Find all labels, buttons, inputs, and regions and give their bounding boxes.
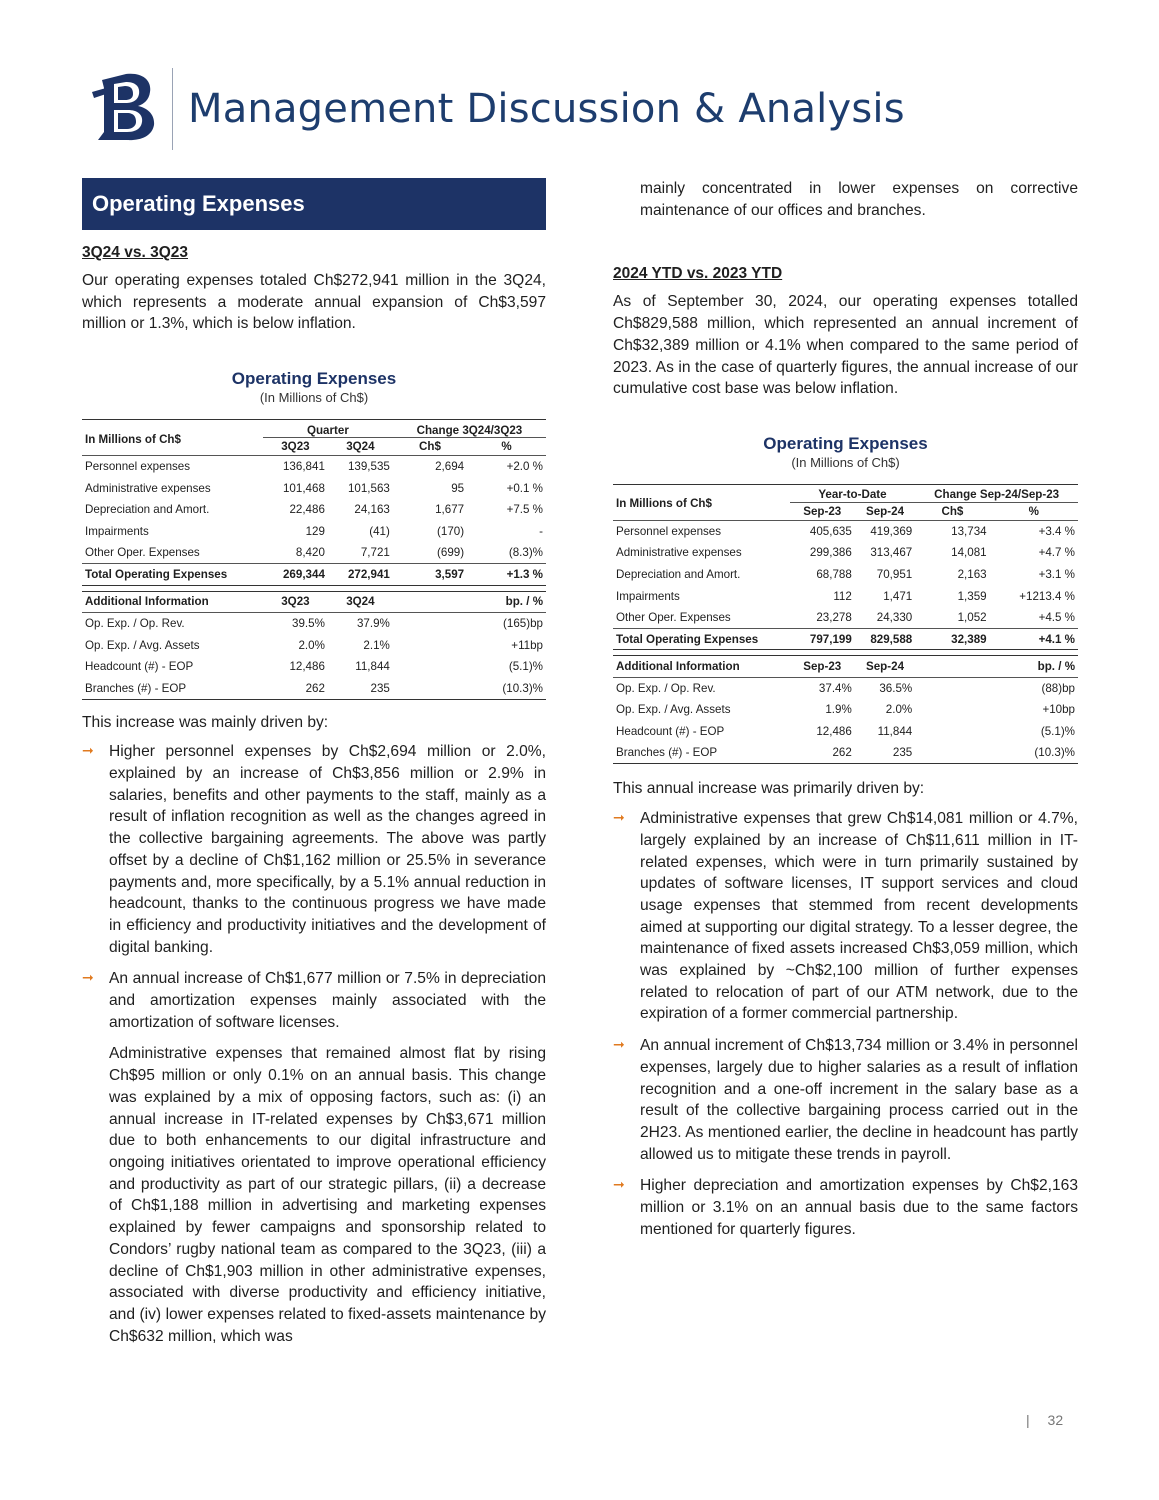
table-cell: 37.4% xyxy=(818,682,852,696)
arrow-right-icon: ➞ xyxy=(613,810,625,827)
continuation-paragraph: mainly concentrated in lower expenses on corrective maintenance of our offices and branches. xyxy=(640,180,1078,219)
table-group-ytd: Year-to-Date xyxy=(790,484,916,502)
table-cell: 3,597 xyxy=(393,564,467,586)
table-cell: 101,563 xyxy=(347,481,390,495)
table-cell: 129 xyxy=(305,524,325,538)
table-row xyxy=(82,542,546,564)
page-number: 32 xyxy=(1047,1412,1064,1428)
ytd-table-title: Operating Expenses xyxy=(763,433,928,453)
table-col-header: 3Q23 xyxy=(263,438,328,456)
table-cell: bp. / % xyxy=(990,656,1078,678)
table-cell: +4.1 % xyxy=(990,628,1078,650)
page-header xyxy=(92,68,992,150)
table-cell: +0.1 % xyxy=(506,481,543,495)
table-cell: 797,199 xyxy=(790,628,855,650)
table-cell: 101,468 xyxy=(282,481,325,495)
table-cell: +2.0 % xyxy=(506,460,543,474)
table-cell: +4.7 % xyxy=(1038,546,1075,560)
table-row xyxy=(613,678,1078,700)
table-cell: +3.1 % xyxy=(1038,567,1075,581)
table-cell: 39.5% xyxy=(292,617,325,631)
table-col-header: Sep-24 xyxy=(855,502,915,520)
table-cell: 829,588 xyxy=(855,628,915,650)
table-head-label: In Millions of Ch$ xyxy=(82,420,263,456)
table-cell: Personnel expenses xyxy=(616,524,722,538)
table-cell: bp. / % xyxy=(467,591,546,613)
right-column xyxy=(613,178,1078,1251)
table-row xyxy=(613,699,1078,721)
quarter-opex-table xyxy=(82,419,546,700)
table-additional-header xyxy=(82,591,546,613)
table-cell: Impairments xyxy=(85,524,149,538)
footer-separator: | xyxy=(1026,1412,1030,1428)
table-cell: +7.5 % xyxy=(506,503,543,517)
arrow-right-icon: ➞ xyxy=(82,970,94,987)
quarter-table-title: Operating Expenses xyxy=(231,369,397,389)
table-cell: Impairments xyxy=(616,589,680,603)
table-group-quarter: Quarter xyxy=(263,420,393,438)
table-cell: (8.3)% xyxy=(508,546,543,560)
table-cell: 13,734 xyxy=(951,524,987,538)
table-cell: - xyxy=(539,524,543,538)
table-cell: Sep-23 xyxy=(790,656,855,678)
table-cell: +11bp xyxy=(511,638,543,652)
ytd-subhead: 2024 YTD vs. 2023 YTD xyxy=(613,265,783,283)
quarter-intro-paragraph: Our operating expenses totaled Ch$272,941 million in the 3Q24, which represents a moderate annual expansion of Ch$3,597 million or 1.3%, which is below inflation. xyxy=(82,272,546,333)
list-item: ➞ Administrative expenses that grew Ch$14,081 million or 4.7%, largely explained by an increase of Ch$11,611 million in IT-related expenses, which were in turn primarily sustained by updates of software licenses, IT support services and cloud usage expenses that stemmed from recent developments aimed at supporting our digital strategy. To a lesser degree, the maintenance of fixed assets increased Ch$3,059 million, which was explained by ~Ch$2,100 million of further expenses related to relocation of part of our ATM network, due to the expiration of a former commercial partnership. xyxy=(613,810,1078,1023)
table-cell: (170) xyxy=(437,524,465,538)
table-cell: Additional Information xyxy=(82,591,263,613)
table-cell: 95 xyxy=(451,481,465,495)
table-cell: Op. Exp. / Avg. Assets xyxy=(616,703,731,717)
list-item: ➞ Higher depreciation and amortization expenses by Ch$2,163 million or 3.1% on an annual basis due to the same factors mentioned for quarterly figures. xyxy=(613,1177,1078,1238)
table-cell: 1,359 xyxy=(957,589,987,603)
table-cell: Administrative expenses xyxy=(85,481,211,495)
table-cell: 12,486 xyxy=(816,725,852,739)
table-cell: 3Q23 xyxy=(263,591,328,613)
table-additional-header xyxy=(613,656,1078,678)
ytd-opex-table xyxy=(613,484,1078,765)
table-row xyxy=(613,564,1078,586)
table-cell: 68,788 xyxy=(816,567,852,581)
table-row xyxy=(82,456,546,478)
table-cell: (165)bp xyxy=(503,617,543,631)
table-group-change: Change 3Q24/3Q23 xyxy=(393,420,546,438)
admin-expenses-paragraph: Administrative expenses that remained almost flat by rising Ch$95 million or only 0.1% on an annual basis. This change was explained by a mix of opposing factors, such as: (i) an annual increase in IT-related expenses by Ch$3,671 million due to both enhancements to our digital infrastructure and ongoing initiatives orientated to improve operational efficiency and productivity as part of our strategic pillars, (ii) a decrease of Ch$1,188 million in advertising and marketing expenses explained by fewer campaigns and sponsorship related to Condors’ rugby national team as compared to the 3Q23, (iii) a decline of Ch$1,903 million in other administrative expenses, associated with diverse productivity and efficiency initiative, and (iv) lower expenses related to fixed-assets maintenance by Ch$632 million, which was xyxy=(109,1045,546,1345)
table-cell: +3.4 % xyxy=(1038,524,1075,538)
table-cell: 3Q24 xyxy=(328,591,393,613)
page-title: Management Discussion & Analysis xyxy=(188,86,905,132)
table-row xyxy=(613,607,1078,629)
table-row xyxy=(613,520,1078,542)
table-cell: 22,486 xyxy=(289,503,325,517)
table-cell: Sep-24 xyxy=(855,656,915,678)
ytd-drivers-list xyxy=(613,808,1078,1240)
table-cell: (41) xyxy=(369,524,390,538)
table-col-header: % xyxy=(990,502,1078,520)
left-column xyxy=(82,178,546,1347)
table-cell: 14,081 xyxy=(951,546,987,560)
table-cell: +1.3 % xyxy=(467,564,546,586)
table-cell: Personnel expenses xyxy=(85,460,191,474)
table-cell: 112 xyxy=(833,589,852,603)
table-row xyxy=(82,520,546,542)
table-cell: 2,694 xyxy=(435,460,465,474)
table-cell: 8,420 xyxy=(295,546,325,560)
table-group-change: Change Sep-24/Sep-23 xyxy=(915,484,1078,502)
table-cell: Op. Exp. / Op. Rev. xyxy=(85,617,185,631)
table-cell: +10bp xyxy=(1042,703,1075,717)
table-cell: Op. Exp. / Op. Rev. xyxy=(616,682,716,696)
table-cell: 36.5% xyxy=(879,682,913,696)
table-col-header: % xyxy=(467,438,546,456)
table-row xyxy=(82,477,546,499)
driven-intro: This increase was mainly driven by: xyxy=(82,713,329,731)
table-cell: 23,278 xyxy=(816,610,852,624)
table-cell: 24,163 xyxy=(354,503,390,517)
table-cell: 1,471 xyxy=(883,589,913,603)
table-cell: +4.5 % xyxy=(1038,610,1075,624)
quarter-subhead: 3Q24 vs. 3Q23 xyxy=(82,244,188,261)
table-row xyxy=(82,613,546,635)
table-cell: 299,386 xyxy=(809,546,852,560)
table-cell: (10.3)% xyxy=(467,678,546,700)
table-cell: 235 xyxy=(328,678,393,700)
table-cell: 262 xyxy=(790,742,855,764)
table-row xyxy=(82,678,546,700)
table-cell: Depreciation and Amort. xyxy=(616,567,741,581)
table-cell: (88)bp xyxy=(1041,682,1075,696)
table-cell: 1,052 xyxy=(957,610,987,624)
driven-intro: This annual increase was primarily driven by: xyxy=(613,780,925,798)
table-cell: 2,163 xyxy=(957,567,987,581)
list-item: ➞ Higher personnel expenses by Ch$2,694 million or 2.0%, explained by an increase of Ch$3,856 million or 2.9% in salaries, benefits and other payments to the staff, mainly as a result of inflation recognition as well as the changes agreed in the collective bargaining agreements. The above was partly offset by a decline of Ch$1,162 million or 25.5% in severance payments and, more specifically, by a 5.1% annual reduction in headcount, thanks to the continuous progress we have made in efficiency and productivity initiatives and the development of digital banking. xyxy=(82,743,546,956)
table-col-header: Ch$ xyxy=(393,438,467,456)
header-divider xyxy=(172,68,173,150)
table-row xyxy=(82,634,546,656)
table-col-header: Ch$ xyxy=(915,502,989,520)
table-cell: Op. Exp. / Avg. Assets xyxy=(85,638,200,652)
table-cell: +1213.4 % xyxy=(1019,589,1075,603)
table-cell: Branches (#) - EOP xyxy=(82,678,263,700)
arrow-right-icon: ➞ xyxy=(613,1037,625,1054)
table-cell: Additional Information xyxy=(613,656,790,678)
table-cell: 1.9% xyxy=(825,703,852,717)
table-row xyxy=(613,742,1078,764)
page-footer xyxy=(1026,1412,1063,1428)
table-col-header: Sep-23 xyxy=(790,502,855,520)
table-cell: Other Oper. Expenses xyxy=(616,610,731,624)
table-cell: 37.9% xyxy=(356,617,390,631)
table-cell: Headcount (#) - EOP xyxy=(85,660,194,674)
arrow-right-icon: ➞ xyxy=(82,743,94,760)
quarter-drivers-list xyxy=(82,741,546,1033)
table-total-row xyxy=(82,564,546,586)
table-cell: 11,844 xyxy=(355,660,390,674)
table-cell: (10.3)% xyxy=(990,742,1078,764)
table-row xyxy=(82,656,546,678)
table-total-row xyxy=(613,628,1078,650)
table-cell: (699) xyxy=(437,546,465,560)
section-banner: Operating Expenses xyxy=(82,178,546,230)
list-item: ➞ An annual increment of Ch$13,734 million or 3.4% in personnel expenses, largely due to higher salaries as a result of inflation recognition and a one-off increment in the salary base as a result of the collective bargaining process carried out in the 2H23. As mentioned earlier, the decline in headcount has partly allowed us to mitigate these trends in payroll. xyxy=(613,1037,1078,1163)
table-cell: Branches (#) - EOP xyxy=(613,742,790,764)
gothic-b-logo-icon xyxy=(92,72,158,142)
table-cell: 313,467 xyxy=(870,546,913,560)
table-cell: 32,389 xyxy=(915,628,989,650)
table-row xyxy=(613,721,1078,743)
ytd-table-subtitle: (In Millions of Ch$) xyxy=(791,454,900,470)
table-cell: 262 xyxy=(263,678,328,700)
table-cell: 272,941 xyxy=(328,564,393,586)
table-cell: 24,330 xyxy=(876,610,913,624)
table-cell: Headcount (#) - EOP xyxy=(616,725,725,739)
table-cell: Other Oper. Expenses xyxy=(85,546,200,560)
list-item: ➞ An annual increase of Ch$1,677 million or 7.5% in depreciation and amortization expenses mainly associated with the amortization of software licenses. xyxy=(82,970,546,1031)
table-cell: 235 xyxy=(855,742,915,764)
table-cell: 2.0% xyxy=(298,638,325,652)
table-cell: (5.1)% xyxy=(508,660,543,674)
table-cell: 1,677 xyxy=(435,503,465,517)
table-cell: 2.1% xyxy=(363,638,390,652)
table-cell: (5.1)% xyxy=(1040,725,1075,739)
table-head-label: In Millions of Ch$ xyxy=(613,484,790,520)
table-row xyxy=(613,542,1078,564)
table-cell: Total Operating Expenses xyxy=(82,564,263,586)
ytd-intro-paragraph: As of September 30, 2024, our operating expenses totalled Ch$829,588 million, which represented an annual increment of Ch$32,389 million or 4.1% when compared to the same period of 2023. As in the case of quarterly figures, the annual increase of our cumulative cost base was below inflation. xyxy=(613,293,1078,398)
table-cell: 136,841 xyxy=(282,460,325,474)
table-cell: 269,344 xyxy=(263,564,328,586)
table-cell: 12,486 xyxy=(289,660,325,674)
table-cell: 139,535 xyxy=(347,460,390,474)
table-cell: Total Operating Expenses xyxy=(613,628,790,650)
table-cell: 7,721 xyxy=(360,546,390,560)
table-cell: 405,635 xyxy=(809,524,852,538)
table-cell: Administrative expenses xyxy=(616,546,742,560)
table-cell: Depreciation and Amort. xyxy=(85,503,210,517)
table-row xyxy=(613,585,1078,607)
table-cell: 419,369 xyxy=(870,524,913,538)
table-cell: 70,951 xyxy=(876,567,913,581)
table-cell: 2.0% xyxy=(885,703,913,717)
table-row xyxy=(82,499,546,521)
table-col-header: 3Q24 xyxy=(328,438,393,456)
table-cell: 11,844 xyxy=(877,725,913,739)
quarter-table-subtitle: (In Millions of Ch$) xyxy=(259,390,369,406)
arrow-right-icon: ➞ xyxy=(613,1177,625,1194)
